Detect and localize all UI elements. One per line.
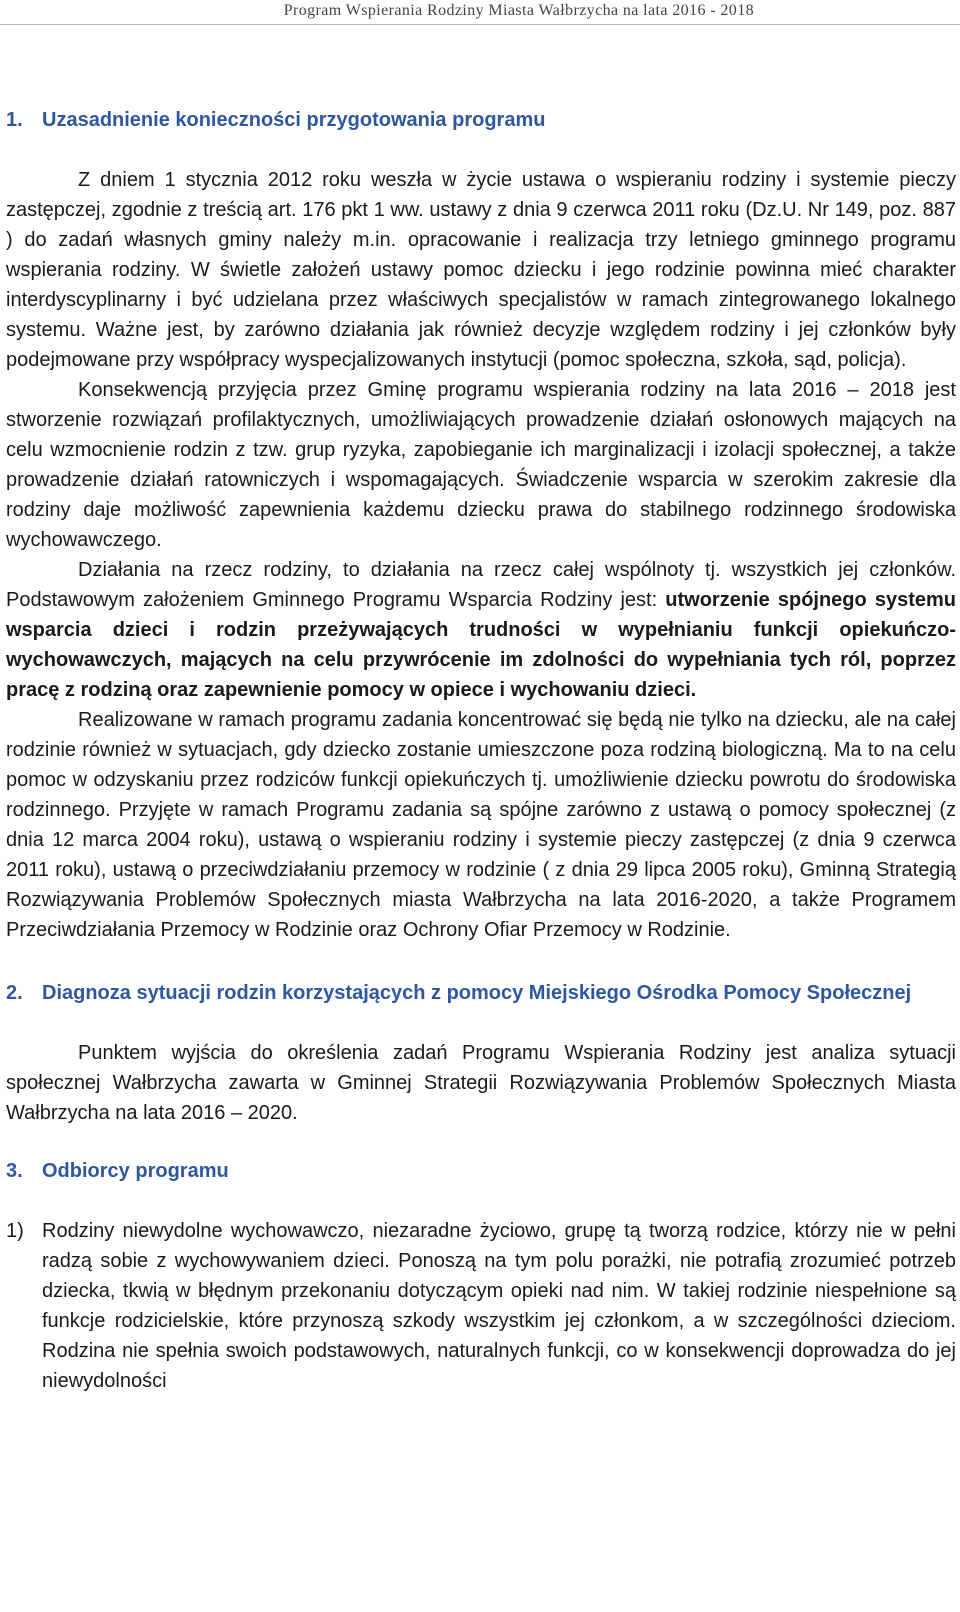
section-3-number: 3. <box>6 1160 23 1182</box>
section-1-paragraph-2: Konsekwencją przyjęcia przez Gminę programu wspierania rodziny na lata 2016 – 2018 jest stworzenie rozwiązań profilaktycznych, umożliwiających prowadzenie działań osłonowych mających na celu wzmocnienie rodzin z tzw. grup ryzyka, zapobieganie ich marginalizacji i izolacji społecznej, a także prowadzenie działań ratowniczych i wspomagających. Świadczenie wsparcia w szerokim zakresie dla rodziny daje możliwość zapewnienia każdemu dziecku prawa do stabilnego rodzinnego środowiska wychowawczego. <box>6 379 956 551</box>
section-1-paragraph-3 <box>6 555 956 705</box>
spacer <box>6 945 956 978</box>
header-divider <box>0 24 960 25</box>
section-3-title: Odbiorcy programu <box>42 1160 229 1182</box>
spacer <box>6 1128 956 1156</box>
section-2-number: 2. <box>6 982 23 1004</box>
section-1-number: 1. <box>6 109 23 131</box>
section-2-heading <box>6 978 956 1008</box>
section-1-paragraph-1: Z dniem 1 stycznia 2012 roku weszła w życie ustawa o wspieraniu rodziny i systemie pieczy zastępczej, zgodnie z treścią art. 176 pkt 1 ww. ustawy z dnia 9 czerwca 2011 roku (Dz.U. Nr 149, poz. 887 ) do zadań własnych gminy należy m.in. opracowanie i realizacja trzy letniego gminnego programu wspierania rodziny. W świetle założeń ustawy pomoc dziecku i jego rodzinie powinna mieć charakter interdyscyplinarny i być udzielana przez właściwych specjalistów w ramach zintegrowanego lokalnego systemu. Ważne jest, by zarówno działania jak również decyzje względem rodziny i jej członków były podejmowane przy współpracy wyspecjalizowanych instytucji (pomoc społeczna, szkoła, sąd, policja). <box>6 169 956 371</box>
section-1-paragraph-3-lead: Działania na rzecz rodziny, to działania na rzecz całej wspólnoty tj. wszystkich jej członków. Podstawowym założeniem Gminnego Programu Wsparcia Rodziny jest: <box>6 559 956 611</box>
document-body <box>6 105 956 1396</box>
running-header: Program Wspierania Rodziny Miasta Wałbrzycha na lata 2016 - 2018 <box>283 2 754 19</box>
section-1-paragraph-4: Realizowane w ramach programu zadania koncentrować się będą nie tylko na dziecku, ale na całej rodzinie również w sytuacjach, gdy dziecko zostanie umieszczone poza rodziną biologiczną. Ma to na celu pomoc w odzyskaniu przez rodziców funkcji opiekuńczych tj. umożliwienie dziecku powrotu do środowiska rodzinnego. Przyjęte w ramach Programu zadania są spójne zarówno z ustawą o pomocy społecznej (z dnia 12 marca 2004 roku), ustawą o wspieraniu rodziny i systemie pieczy zastępczej (z dnia 9 czerwca 2011 roku), ustawą o przeciwdziałaniu przemocy w rodzinie ( z dnia 29 lipca 2005 roku), Gminną Strategią Rozwiązywania Problemów Społecznych miasta Wałbrzycha na lata 2016-2020, a także Programem Przeciwdziałania Przemocy w Rodzinie oraz Ochrony Ofiar Przemocy w Rodzinie. <box>6 709 956 941</box>
section-2-title: Diagnoza sytuacji rodzin korzystających z pomocy Miejskiego Ośrodka Pomocy Społecznej <box>42 982 912 1004</box>
list-item-number: 1) <box>6 1220 24 1242</box>
section-3-heading <box>6 1156 956 1186</box>
section-1-paragraph-3-emphasis: utworzenie spójnego systemu wsparcia dzieci i rodzin przeżywających trudności w wypełnianiu funkcji opiekuńczo- wychowawczych, mających na celu przywrócenie im zdolności do wypełniania tych ról, poprzez pracę z rodziną oraz zapewnienie pomocy w opiece i wychowaniu dzieci. <box>6 589 957 701</box>
spacer <box>6 1008 956 1038</box>
list-item <box>6 1216 956 1396</box>
spacer <box>6 135 956 165</box>
section-2-paragraph-1: Punktem wyjścia do określenia zadań Programu Wspierania Rodziny jest analiza sytuacji społecznej Wałbrzycha zawarta w Gminnej Strategii Rozwiązywania Problemów Społecznych Miasta Wałbrzycha na lata 2016 – 2020. <box>6 1042 956 1124</box>
section-1-title: Uzasadnienie konieczności przygotowania programu <box>42 109 546 131</box>
list-item-text: Rodziny niewydolne wychowawczo, niezaradne życiowo, grupę tą tworzą rodzice, którzy nie w pełni radzą sobie z wychowywaniem dzieci. Ponoszą na tym polu porażki, nie potrafią zrozumieć potrzeb dziecka, tkwią w błędnym przekonaniu dotyczącym opieki nad nim. W takiej rodzinie niespełnione są funkcje rodzicielskie, które przynoszą szkody wszystkim jej członkom, a w szczególności dzieciom. Rodzina nie spełnia swoich podstawowych, naturalnych funkcji, co w konsekwencji doprowadza do jej niewydolności <box>42 1220 956 1392</box>
spacer <box>6 1186 956 1216</box>
section-1-heading <box>6 105 956 135</box>
